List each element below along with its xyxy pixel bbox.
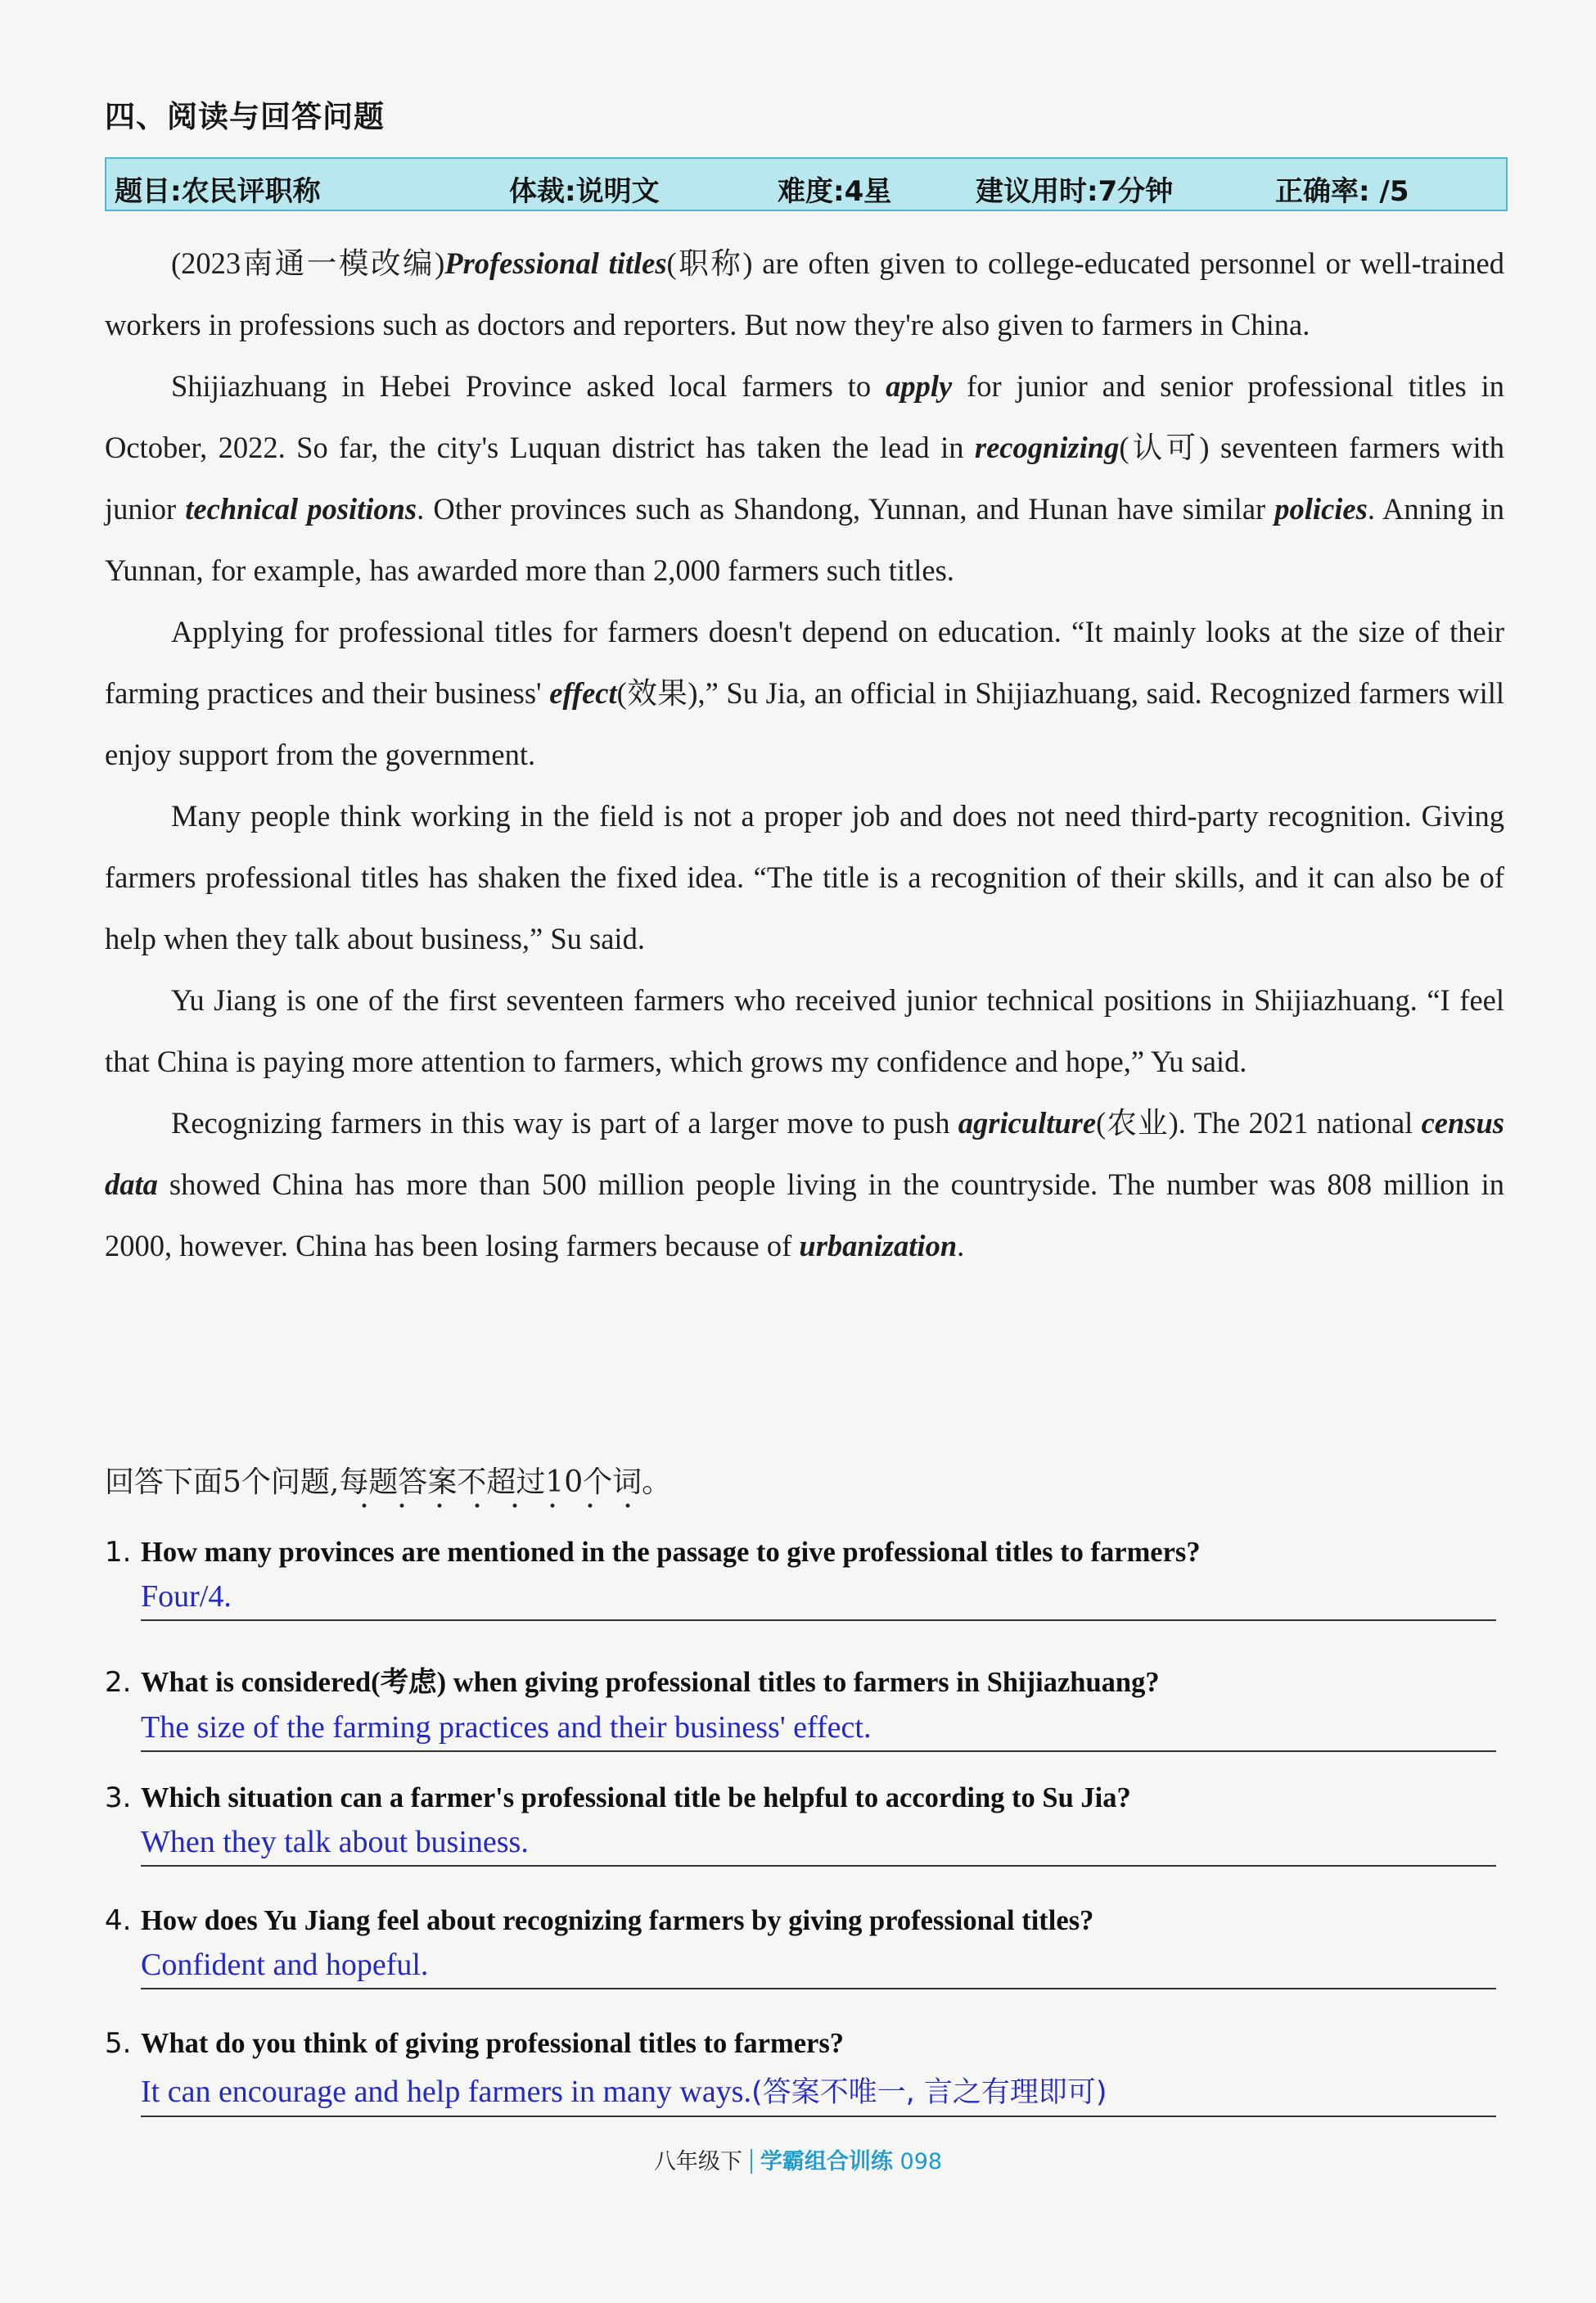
question-number: 3. <box>105 1781 132 1814</box>
paragraph-text: seventeen farmers with junior <box>105 431 1505 526</box>
series-name: 学霸组合训练 <box>760 2149 893 2174</box>
key-term: Professional titles <box>444 246 667 280</box>
gloss: (农业) <box>1096 1106 1179 1140</box>
question-prompt: Which situation can a farmer's professional title be helpful to according to Su Jia? <box>141 1782 1131 1813</box>
page-number: 098 <box>899 2149 943 2174</box>
answer-line[interactable] <box>141 1578 1496 1621</box>
emphasis-dotted-text: 每题答案不超过10个词 <box>339 1465 642 1510</box>
section-title: 四、阅读与回答问题 <box>105 99 385 134</box>
key-term: policies <box>1274 492 1368 526</box>
key-term: agriculture <box>958 1106 1097 1140</box>
key-term: technical positions <box>185 492 417 526</box>
paragraph-text: are often given to college-educated personnel or well-trained workers in professions such as doctors and reporters. But now they're also given to farmers in China. <box>105 246 1504 341</box>
answer-text: The size of the farming practices and their business' effect. <box>141 1710 872 1745</box>
paragraph-text: . Other provinces such as Shandong, Yunnan, and Hunan have similar <box>417 492 1275 526</box>
paragraph-text: Applying for professional titles for farmers doesn't depend on education. “It mainly looks at the size of their farming practices and their business' <box>105 615 1504 710</box>
question-prompt: How many provinces are mentioned in the passage to give professional titles to farmers? <box>141 1537 1201 1568</box>
difficulty-label: 难度:4星 <box>778 175 892 208</box>
paragraph-4: Many people think working in the field is not a proper job and does not need third-party recognition. Giving farmers professional titles has shaken the fixed idea. “The title is a recognition of their skills, and it can also be of help when they talk about business,” Su said. <box>105 799 1504 955</box>
answer-text: Four/4. <box>141 1579 232 1614</box>
question-prompt: What do you think of giving professional titles to farmers? <box>141 2028 845 2059</box>
answer-text: It can encourage and help farmers in many ways. <box>141 2075 751 2109</box>
question-2 <box>105 1659 1508 1752</box>
gloss: (职称) <box>666 246 753 280</box>
paragraph-3 <box>105 601 1504 785</box>
paragraph-text: . <box>957 1229 965 1262</box>
question-number: 1. <box>105 1536 132 1569</box>
paragraph-5: Yu Jiang is one of the first seventeen farmers who received junior technical positions in Shijiazhuang. “I feel that China is paying more attention to farmers, which grows my confidence and hope,” Yu said. <box>105 983 1504 1078</box>
question-text <box>105 1536 1508 1569</box>
answer-text: When they talk about business. <box>141 1825 529 1859</box>
time-label: 建议用时:7分钟 <box>976 175 1174 208</box>
paragraph-text: Recognizing farmers in this way is part of a larger move to push <box>171 1106 958 1140</box>
key-term: census data <box>105 1106 1504 1201</box>
question-instruction <box>105 1460 671 1506</box>
answer-line[interactable] <box>141 1947 1496 1989</box>
gloss: (效果) <box>616 676 698 710</box>
question-3 <box>105 1781 1508 1867</box>
paragraph-text: . Anning in Yunnan, for example, has awarded more than 2,000 farmers such titles. <box>105 492 1504 587</box>
paragraph-text: Shijiazhuang in Hebei Province asked local farmers to <box>171 369 886 403</box>
answer-line[interactable] <box>141 1824 1496 1867</box>
info-bar <box>105 157 1508 211</box>
question-text <box>105 1904 1508 1937</box>
paragraph-text: showed China has more than 500 million people living in the countryside. The number was 808 million in 2000, however. China has been losing farmers because of <box>105 1167 1504 1262</box>
topic-label: 题目:农民评职称 <box>115 175 321 208</box>
source-note: (2023南通一模改编) <box>171 246 445 280</box>
answer-line[interactable] <box>141 2070 1496 2117</box>
question-number: 4. <box>105 1904 132 1937</box>
genre-label: 体裁:说明文 <box>509 175 660 208</box>
paragraph-1 <box>105 233 1504 355</box>
page-footer <box>0 2143 1596 2175</box>
paragraph-2 <box>105 355 1504 601</box>
answer-text: Confident and hopeful. <box>141 1948 429 1982</box>
question-prompt: What is considered(考虑) when giving professional titles to farmers in Shijiazhuang? <box>141 1667 1160 1698</box>
key-term: effect <box>549 676 617 710</box>
question-1 <box>105 1536 1508 1621</box>
answer-line[interactable] <box>141 1709 1496 1752</box>
accuracy-label: 正确率: /5 <box>1275 175 1409 208</box>
paragraph-text: ,” Su Jia, an official in Shijiazhuang, said. Recognized farmers will enjoy support from the government. <box>105 676 1505 771</box>
answer-note: (答案不唯一, 言之有理即可) <box>751 2076 1107 2109</box>
footer-divider <box>751 2149 752 2174</box>
question-text <box>105 1781 1508 1814</box>
instruction-text: 回答下面5个问题, <box>105 1465 340 1499</box>
question-number: 5. <box>105 2027 132 2060</box>
key-term: urbanization <box>799 1229 958 1262</box>
question-number: 2. <box>105 1666 132 1699</box>
question-text <box>105 2027 1508 2060</box>
paragraph-6 <box>105 1092 1504 1276</box>
question-5 <box>105 2027 1508 2117</box>
key-term: apply <box>886 369 953 403</box>
question-prompt: How does Yu Jiang feel about recognizing farmers by giving professional titles? <box>141 1905 1094 1936</box>
gloss: (认可) <box>1119 431 1210 464</box>
question-4 <box>105 1904 1508 1989</box>
key-term: recognizing <box>974 431 1120 464</box>
reading-passage <box>105 233 1504 1276</box>
paragraph-text: . The 2021 national <box>1178 1106 1422 1140</box>
instruction-end: 。 <box>642 1465 672 1499</box>
grade-label: 八年级下 <box>653 2149 742 2174</box>
paragraph-text: for junior and senior professional titles in October, 2022. So far, the city's Luquan district has taken the lead in <box>105 369 1504 464</box>
question-text <box>105 1659 1508 1700</box>
